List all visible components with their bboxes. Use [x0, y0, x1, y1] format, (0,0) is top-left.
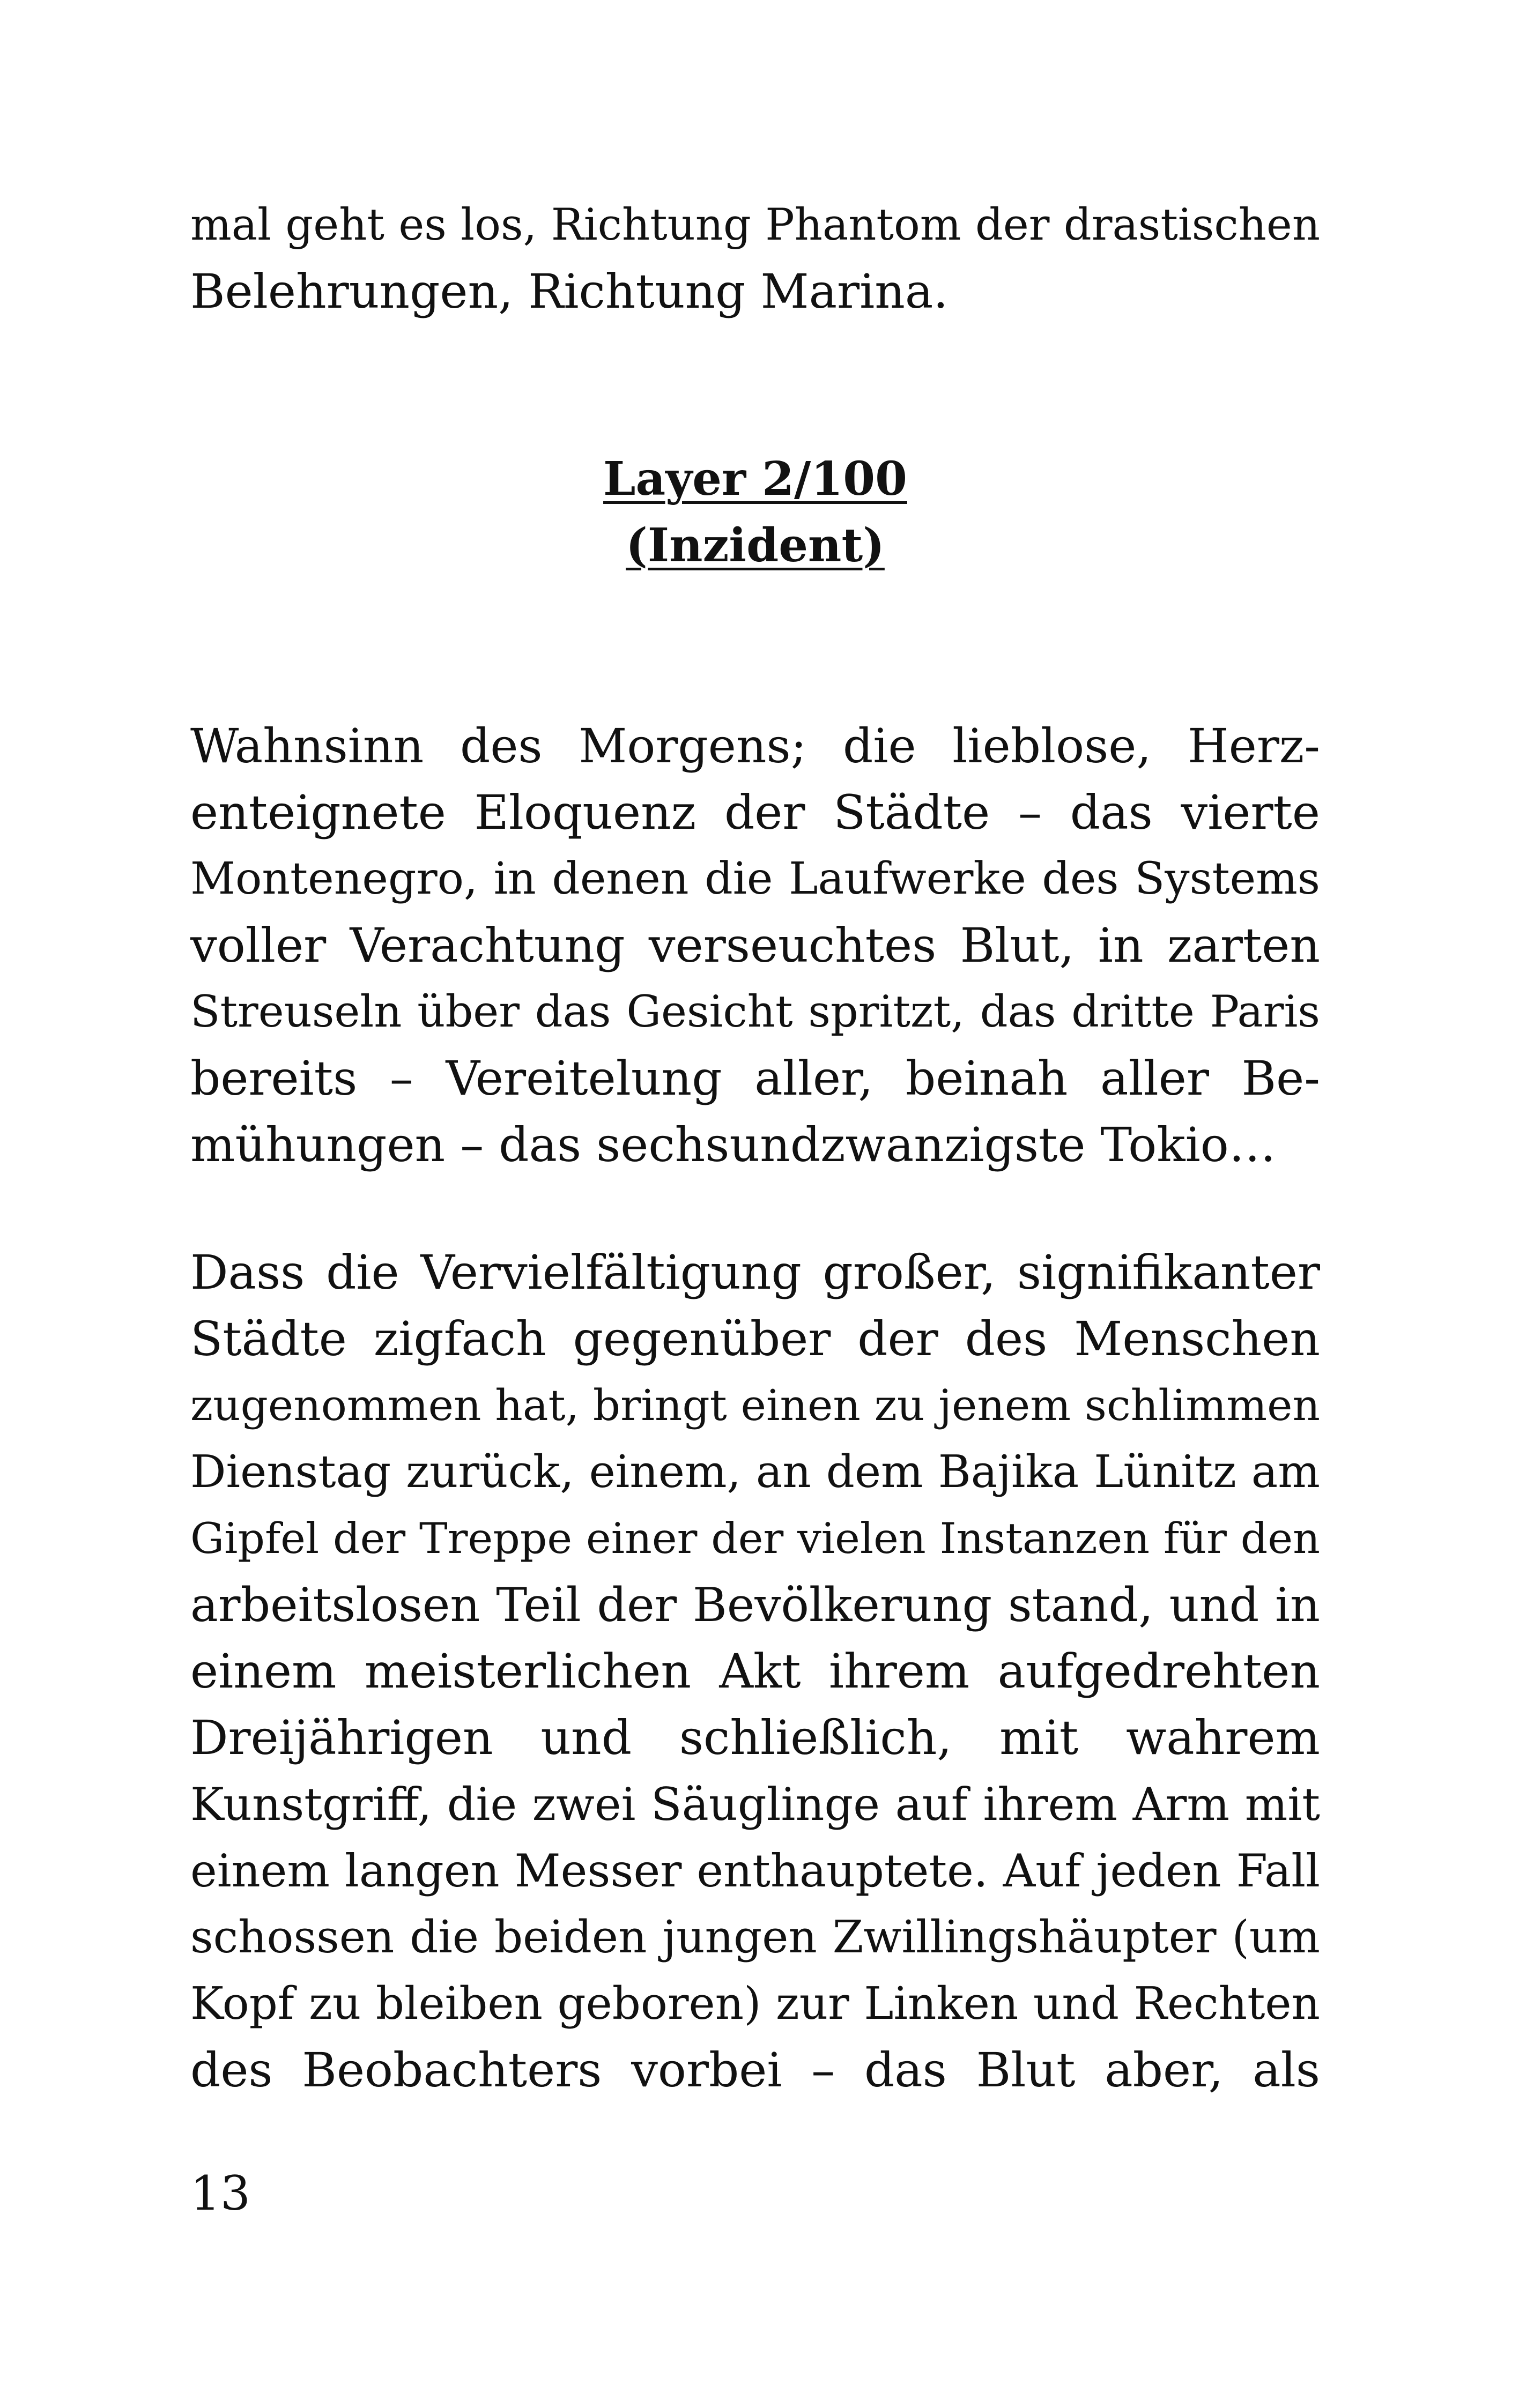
paragraph-1	[190, 713, 1320, 1178]
text-line: Dienstag zurück, einem, an dem Bajika Lünitz am	[190, 1446, 1320, 1498]
text-line: des Beobachters vorbei – das Blut aber, als	[190, 2042, 1320, 2098]
text-line: Montenegro, in denen die Laufwerke des Systems	[190, 853, 1320, 904]
chapter-heading	[190, 446, 1320, 579]
text-line: Kopf zu bleiben geboren) zur Linken und Rechten	[190, 1978, 1320, 2030]
intro-paragraph	[190, 192, 1320, 325]
text-line: Kunstgriff, die zwei Säuglinge auf ihrem Arm mit	[190, 1778, 1320, 1831]
page-number: 13	[190, 2166, 250, 2221]
text-line: voller Verachtung verseuchtes Blut, in zarten	[190, 918, 1320, 973]
text-line: Dass die Vervielfältigung großer, signifikanter	[190, 1245, 1320, 1300]
text-line: Wahnsinn des Morgens; die lieblose, Herz-	[190, 718, 1320, 774]
text-line: Belehrungen, Richtung Marina.	[190, 264, 949, 319]
text-line: enteignete Eloquenz der Städte – das vierte	[190, 785, 1320, 840]
text-line: arbeitslosen Teil der Bevölkerung stand, und in	[190, 1578, 1320, 1632]
text-line: Streuseln über das Gesicht spritzt, das dritte Paris	[190, 987, 1320, 1037]
text-line: Gipfel der Treppe einer der vielen Instanzen für den	[190, 1514, 1320, 1563]
chapter-subtitle: (Inzident)	[626, 518, 885, 573]
chapter-title: Layer 2/100	[603, 452, 907, 506]
text-line: zugenommen hat, bringt einen zu jenem schlimmen	[190, 1380, 1320, 1430]
text-line: bereits – Vereitelung aller, beinah aller Be-	[190, 1051, 1320, 1106]
text-line: Dreijährigen und schließlich, mit wahrem	[190, 1710, 1320, 1765]
text-line: einem langen Messer enthauptete. Auf jeden Fall	[190, 1845, 1320, 1897]
text-line: Städte zigfach gegenüber der des Menschen	[190, 1311, 1320, 1366]
paragraph-2	[190, 1239, 1320, 2104]
text-line: mal geht es los, Richtung Phantom der drastischen	[190, 200, 1320, 250]
text-line: schossen die beiden jungen Zwillingshäupter (um	[190, 1911, 1320, 1963]
text-line: einem meisterlichen Akt ihrem aufgedrehten	[190, 1644, 1320, 1699]
text-line: mühungen – das sechsundzwanzigste Tokio…	[190, 1117, 1276, 1172]
